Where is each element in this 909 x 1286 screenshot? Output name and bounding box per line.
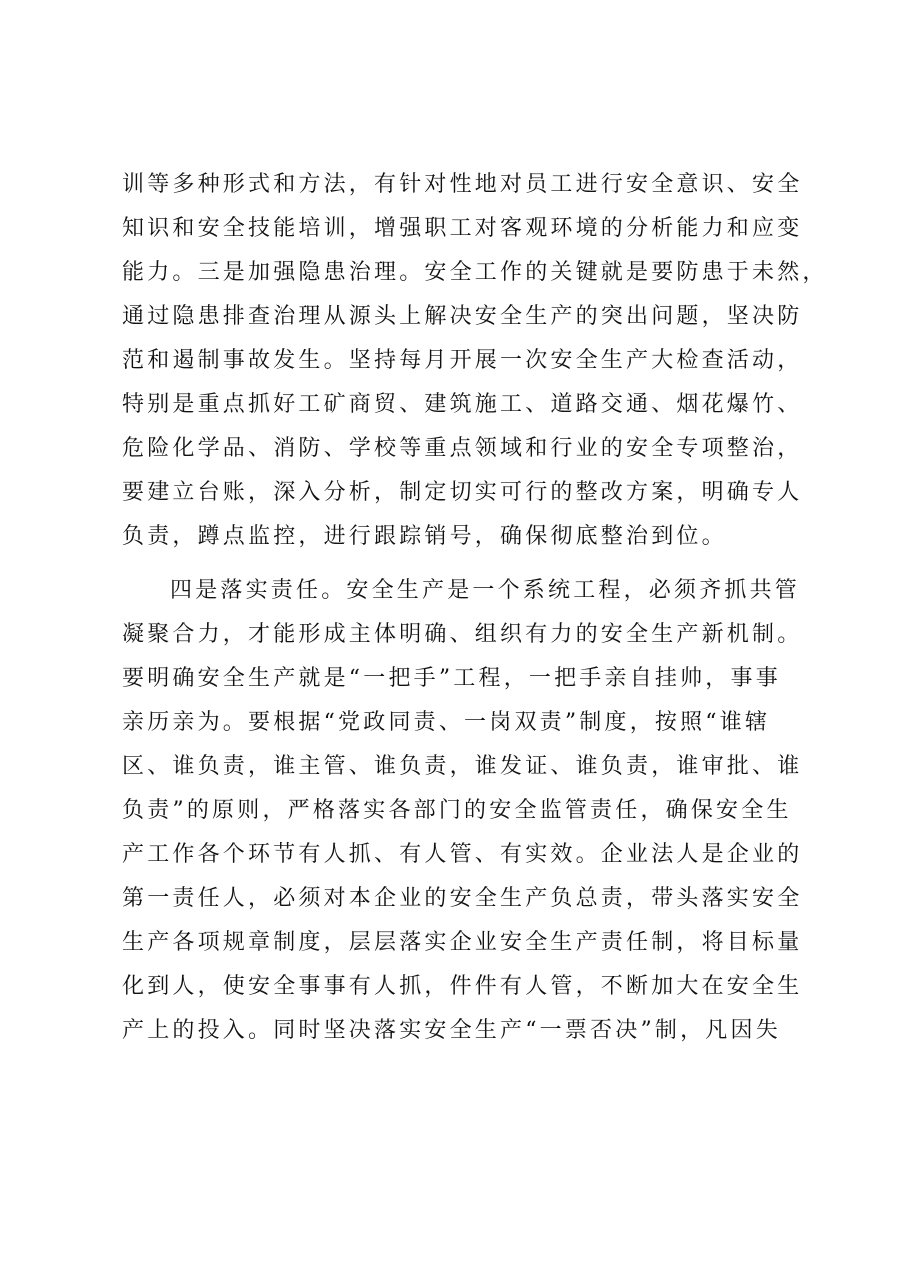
text-line: 范和遏制事故发生。坚持每月开展一次安全生产大检查活动， (122, 348, 803, 373)
text-line: 知识和安全技能培训，增强职工对客观环境的分析能力和应变 (122, 216, 803, 241)
text-line: 凝聚合力，才能形成主体明确、组织有力的安全生产新机制。 (122, 622, 803, 647)
text-line: 训等多种形式和方法，有针对性地对员工进行安全意识、安全 (122, 172, 803, 197)
text-line: 负责，蹲点监控，进行跟踪销号，确保彻底整治到位。 (122, 524, 727, 549)
text-line: 要建立台账，深入分析，制定切实可行的整改方案，明确专人 (122, 480, 803, 505)
text-line: 通过隐患排查治理从源头上解决安全生产的突出问题，坚决防 (122, 304, 803, 329)
text-line: 负责”的原则，严格落实各部门的安全监管责任，确保安全生 (122, 798, 792, 823)
paragraph-first-line: 四是落实责任。安全生产是一个系统工程，必须齐抓共管 (170, 578, 801, 603)
text-line: 要明确安全生产就是“一把手”工程，一把手亲自挂帅，事事 (122, 666, 781, 691)
text-line: 化到人，使安全事事有人抓，件件有人管，不断加大在安全生 (122, 974, 803, 999)
text-line: 产工作各个环节有人抓、有人管、有实效。企业法人是企业的 (122, 842, 803, 867)
text-line: 危险化学品、消防、学校等重点领域和行业的安全专项整治， (122, 436, 803, 461)
text-line: 第一责任人，必须对本企业的安全生产负总责，带头落实安全 (122, 886, 803, 911)
text-line: 生产各项规章制度，层层落实企业安全生产责任制，将目标量 (122, 930, 803, 955)
text-line: 亲历亲为。要根据“党政同责、一岗双责”制度，按照“谁辖 (122, 710, 771, 735)
text-line: 能力。三是加强隐患治理。安全工作的关键就是要防患于未然， (122, 260, 828, 285)
text-line: 区、谁负责，谁主管、谁负责，谁发证、谁负责，谁审批、谁 (122, 754, 803, 779)
text-line: 产上的投入。同时坚决落实安全生产“一票否决”制，凡因失 (122, 1018, 781, 1043)
text-line: 特别是重点抓好工矿商贸、建筑施工、道路交通、烟花爆竹、 (122, 392, 803, 417)
